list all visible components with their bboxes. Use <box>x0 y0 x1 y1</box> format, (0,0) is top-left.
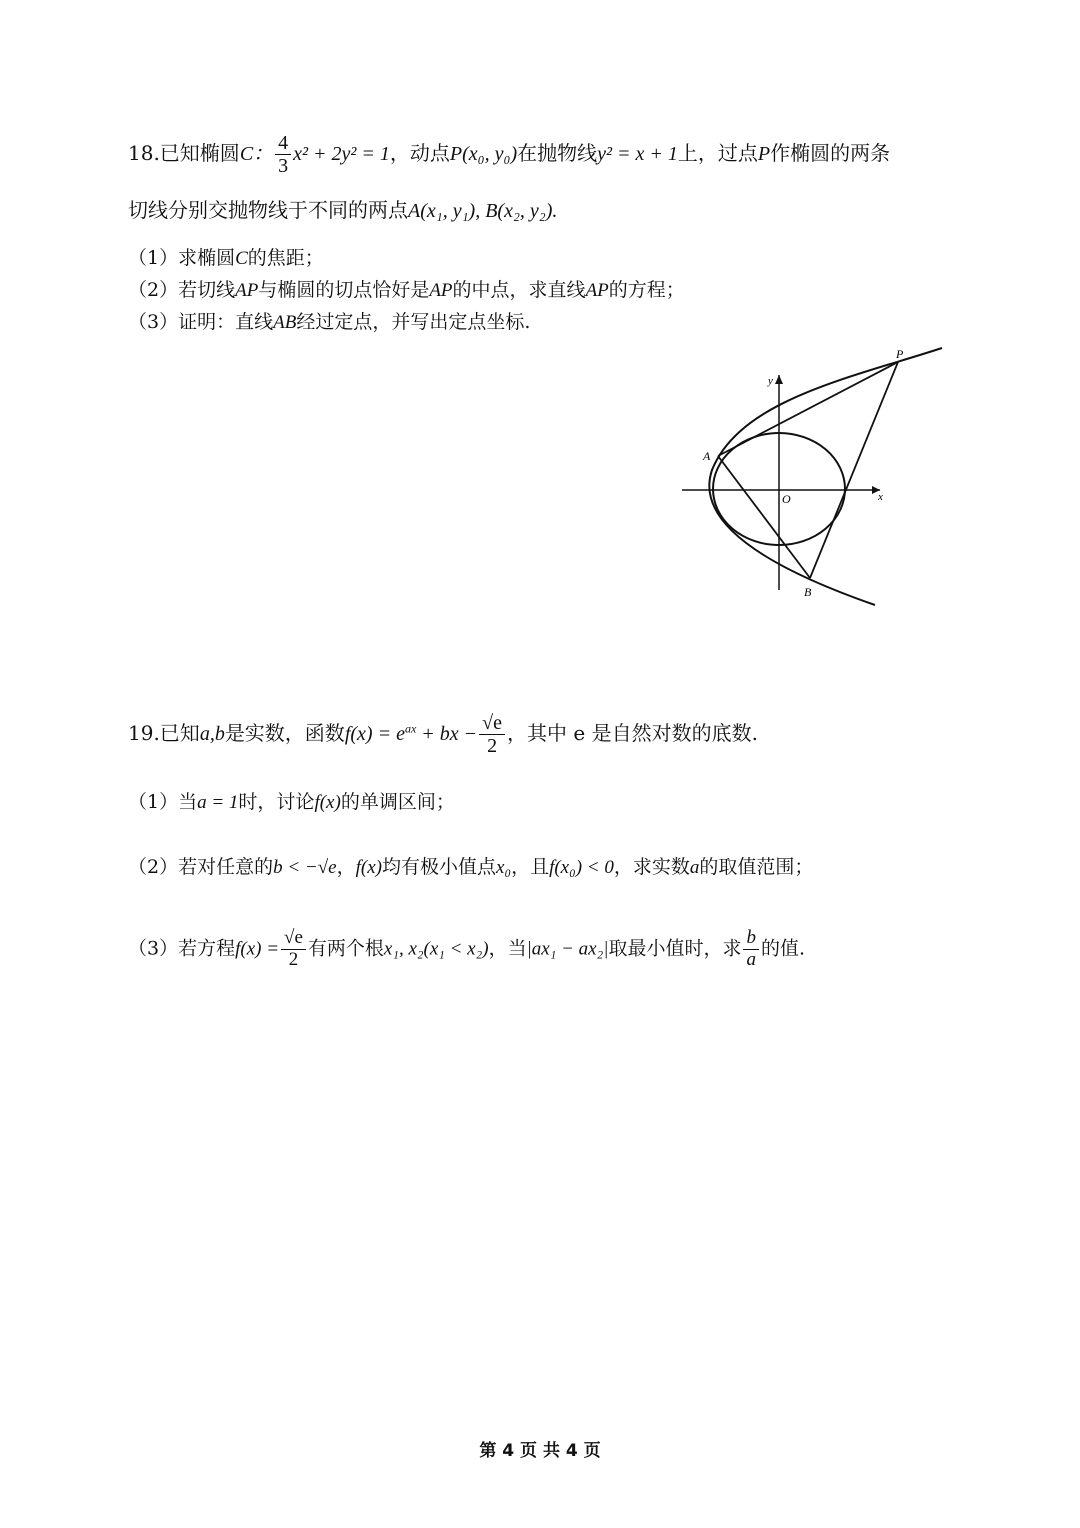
q18-point-p: P(x₀, y₀) <box>449 143 518 165</box>
q18-line2: 切线分别交抛物线于不同的两点A(x₁, y₁), B(x₂, y₂). <box>128 198 558 222</box>
label-a: A <box>703 449 711 463</box>
label-b: B <box>804 585 812 599</box>
tangent-ap <box>718 362 898 456</box>
label-p: P <box>896 347 904 361</box>
q18-points-ab: A(x₁, y₁), B(x₂, y₂). <box>408 200 558 222</box>
q18-text: 18.已知椭圆 <box>128 141 240 165</box>
y-axis-arrow <box>775 375 783 384</box>
chord-ab <box>718 456 810 578</box>
q19-function: f(x) = e <box>344 723 405 745</box>
page-footer: 第 4 页 共 4 页 <box>479 1441 601 1461</box>
q19-part2: （2）若对任意的b < −√e，f(x)均有极小值点x₀，且f(x₀) < 0，求实数a的取值范围； <box>128 856 814 878</box>
q19-line1: 19.已知a,b是实数，函数$f(x) = e^{ax}$ + bx − $\frac{√e}{2}$ ，其中 e 是自然对数的底数. <box>128 712 758 757</box>
q18-part1: （1）求椭圆C的焦距； <box>128 247 324 269</box>
q18-line1: 18.已知椭圆C： $\frac{4}{3}$ x² + 2y² = 1，动点P(x₀, y₀)在抛物线y² = x + 1上，过点P作椭圆的两条 <box>128 132 891 177</box>
q18-part3: （3）证明：直线AB经过定点，并写出定点坐标. <box>128 311 531 333</box>
q19-fraction: $\frac{√e}{2}$ <box>479 712 505 757</box>
q19-ratio-fraction: $\frac{b}{a}$ <box>743 928 759 971</box>
q18-ellipse-name: C： <box>239 143 274 165</box>
label-x: x <box>878 491 883 503</box>
q18-ellipse-equation: x² + 2y² = 1 <box>293 143 390 165</box>
label-o: O <box>782 492 791 506</box>
q18-part2: （2）若切线AP与椭圆的切点恰好是AP的中点，求直线AP的方程； <box>128 279 685 301</box>
q19-part1: （1）当a = 1时，讨论f(x)的单调区间； <box>128 791 455 813</box>
label-y: y <box>768 375 773 387</box>
q18-parabola-equation: y² = x + 1 <box>597 143 678 165</box>
q19-part3-fraction: $\frac{√e}{2}$ <box>281 928 306 971</box>
tangent-bp <box>810 362 898 578</box>
parabola-curve <box>709 348 942 605</box>
q18-fraction: $\frac{4}{3}$ <box>275 132 291 177</box>
q19-part3: （3）若方程f(x) = $\frac{√e}{2}$ 有两个根x₁, x₂(x₁ < x₂)，当|ax₁ − ax₂|取最小值时，求 $\frac{b}{a}$ 的值. <box>128 927 805 970</box>
ellipse-parabola-figure <box>672 345 952 610</box>
